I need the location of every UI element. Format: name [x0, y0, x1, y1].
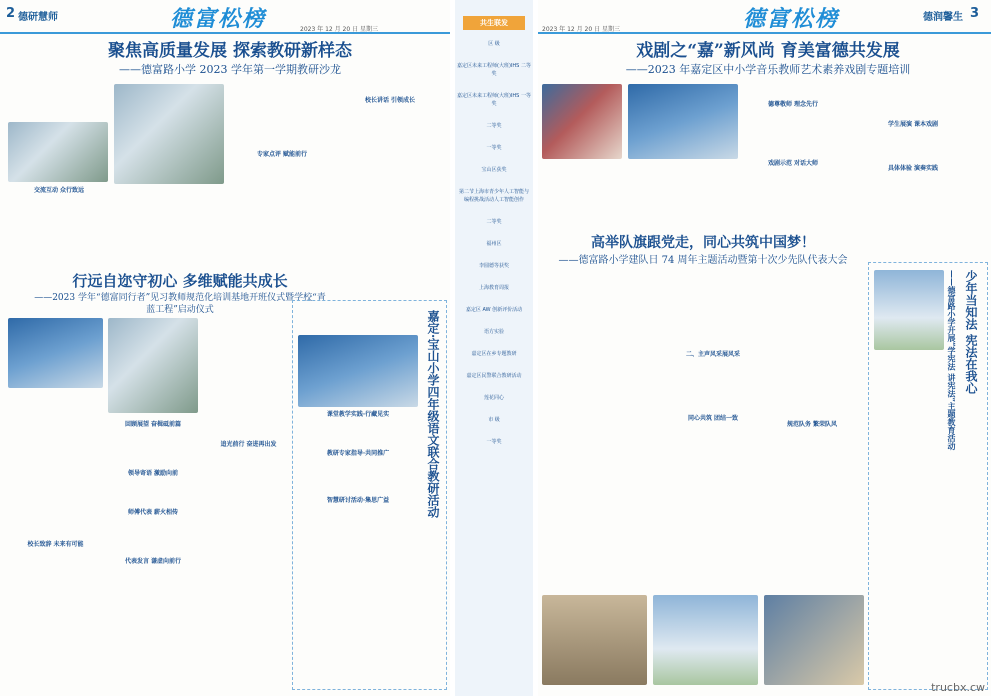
article2-subhead2: 回顾展望 奋楫砥前篇	[124, 421, 182, 428]
award-item: 二等奖	[486, 123, 502, 129]
article1-subhead: ——德富路小学 2023 学年第一学期教研沙龙	[119, 63, 341, 76]
award-item: 语方实验	[483, 329, 504, 335]
r-article2-col2	[668, 350, 758, 423]
r-article1-subhead2: 戏剧示范 对话大师	[767, 160, 819, 167]
article2-col2	[108, 420, 198, 566]
article1-col4	[340, 96, 440, 105]
article3-col	[298, 410, 418, 505]
middle-strip	[455, 0, 533, 696]
r-article1-subhead1: 德尊敬师 理念先行	[767, 101, 819, 108]
r-article2-subhead1: 二、主声风采展风采	[685, 351, 740, 358]
right-page	[538, 0, 991, 696]
article2-subhead3: 领导寄语 激励向前	[127, 470, 179, 477]
section-title-right: 德润馨生	[923, 12, 963, 23]
r-article2-subhead2: 同心共筑 团结一致	[687, 415, 739, 422]
page-number-right: 3	[970, 6, 980, 21]
article2-col3	[206, 340, 291, 449]
article2-subhead: ——2023 学年“德富同行者”见习教师规范化培训基地开班仪式暨学校“青蓝工程”启动仪式	[34, 293, 326, 315]
award-item: 嘉定区未来工程师(大班)IHS 一等奖	[457, 93, 531, 107]
r-article3-photo	[874, 270, 944, 350]
article1-headline: 聚焦高质量发展 探索教研新样态	[108, 41, 352, 61]
r-article2-photo1	[542, 595, 647, 685]
r-article1-subhead4: 具体体验 演奏实践	[887, 165, 939, 172]
left-header	[0, 0, 450, 34]
award-item: 李圆德等获奖	[478, 263, 509, 269]
issue-date-right: 2023 年 12 月 20 日 星期三	[542, 26, 620, 33]
section-title: 德研慧师	[18, 12, 58, 23]
article2-subhead4: 师傅代表 薪火相传	[127, 509, 179, 516]
page-number: 2	[6, 6, 16, 21]
award-item: 福州区	[486, 241, 502, 247]
right-header	[538, 0, 991, 34]
article1-subhead3: 校长讲话 引领成长	[364, 97, 416, 104]
award-list	[457, 40, 531, 460]
award-item: 宝山区获奖	[481, 167, 507, 173]
r-article1-photo2	[628, 84, 738, 159]
article3-subhead2: 教研专家指导·共同推广	[326, 450, 390, 457]
article2-subhead6: 追光前行 奋进再出发	[220, 441, 277, 448]
r-article2-headline: 高举队旗跟党走，同心共筑中国梦！	[591, 235, 815, 251]
r-article2-subhead: ——德富路小学建队日 74 周年主题活动暨第十次少先队代表大会	[558, 255, 848, 266]
article1-col1	[8, 84, 110, 274]
article3-vertical-title: 嘉定·宝山小学四年级语文联合教研活动	[426, 310, 440, 519]
article2-header	[30, 270, 330, 316]
article2-col1	[8, 540, 103, 549]
r-article2-header	[538, 232, 868, 268]
r-article2-photo2	[653, 595, 758, 685]
mid-tag: 共生联发	[463, 16, 525, 30]
award-item: 莲花同心	[483, 395, 504, 401]
r-article1-subhead: ——2023 年嘉定区中小学音乐教师艺术素养戏剧专题培训	[625, 63, 911, 76]
r-article3-vertical-title: 少年当知法 宪法在我心	[964, 270, 978, 395]
r-article1-col2	[738, 100, 848, 168]
award-item: 第二节上海市青少年人工智能与编程挑战活动人工智能创作	[458, 189, 529, 203]
article1-photo2	[114, 84, 224, 184]
r-article1-col3	[853, 120, 973, 173]
award-item: 一等奖	[486, 145, 502, 151]
article1-photo1	[8, 122, 108, 182]
issue-date: 2023 年 12 月 20 日 星期三	[300, 26, 378, 33]
r-article1-subhead3: 学生展演 课本戏剧	[887, 121, 939, 128]
article1-subhead1: 交流互动 众行致远	[33, 187, 85, 194]
watermark: trucbx.cw	[931, 681, 985, 694]
article1-subhead2: 专家点评 赋能前行	[256, 151, 308, 158]
article2-subhead5: 代表发言 谦虚向前行	[124, 558, 182, 565]
article2-subhead1: 校长致辞 未来有可能	[27, 541, 84, 548]
article2-photo1	[8, 318, 103, 388]
award-item: 嘉定区未来工程师(大班)IHS 二等奖	[457, 63, 531, 77]
masthead: 德富松榜	[170, 6, 267, 32]
masthead-right: 德富松榜	[743, 6, 840, 32]
r-article2-subhead3: 规范队务 繁荣队风	[786, 421, 838, 428]
award-item: 嘉定区 AW 创新评价活动	[465, 307, 523, 313]
article2-photo2	[108, 318, 198, 413]
r-article1-photo1	[542, 84, 622, 159]
award-item: 一等奖	[486, 439, 502, 445]
award-item: 嘉定区在乡专题教研	[471, 351, 517, 357]
r-article1-headline: 戏剧之“嘉”新风尚 育美富德共发展	[636, 41, 900, 61]
article3-photo1	[298, 335, 418, 407]
article1-header	[50, 40, 410, 77]
left-page	[0, 0, 450, 696]
award-item: 市 级	[488, 417, 500, 423]
award-item: 嘉定区民警联合教研活动	[466, 373, 522, 379]
r-article2-photo3	[764, 595, 864, 685]
r-article3-vertical-subtitle: ——德富路小学开展“学宪法 讲宪法”主题教育活动	[947, 270, 957, 450]
award-item: 二等奖	[486, 219, 502, 225]
article1-col3	[232, 150, 332, 159]
r-article1-header	[568, 40, 968, 77]
award-item: 区 级	[488, 41, 500, 47]
r-article2-col3	[766, 420, 858, 429]
award-item: 上海教育周报	[478, 285, 509, 291]
article3-subhead3: 智慧研讨活动·集思广益	[326, 497, 390, 504]
article3-subhead1: 课堂教学实践·行藏见实	[326, 411, 390, 418]
article2-headline: 行远自迩守初心 多维赋能共成长	[72, 272, 288, 290]
